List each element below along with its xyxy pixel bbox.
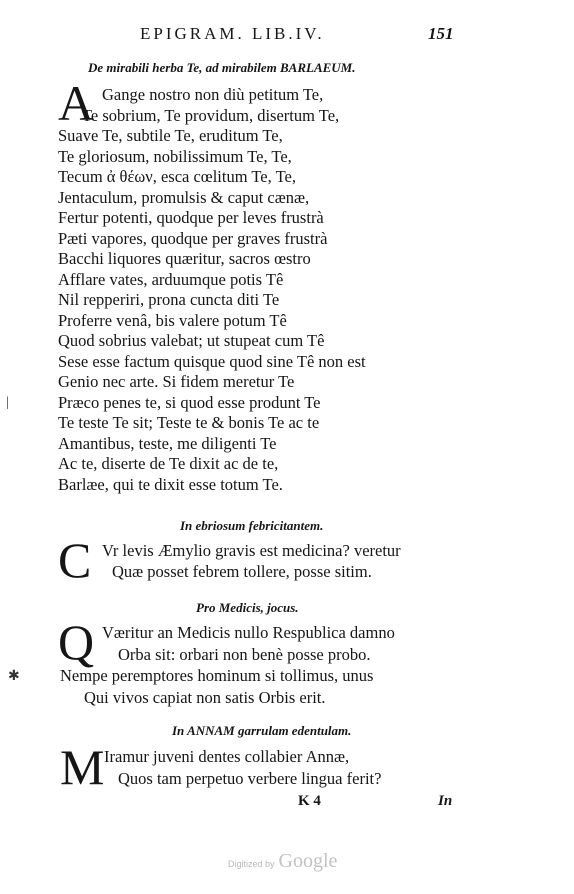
verse-line: Præco penes te, si quod esse produnt Te <box>58 392 321 412</box>
epigram-3-title: Pro Medicis, jocus. <box>196 600 299 615</box>
verse-line: Sese esse factum quisque quod sine Tê non est <box>58 351 366 371</box>
running-head: EPIGRAM. LIB.IV. <box>140 24 325 43</box>
verse-line: Nil repperiri, prona cuncta diti Te <box>58 290 280 309</box>
watermark-prefix: Digitized by <box>228 859 275 869</box>
verse-line: Quæ posset febrem tollere, posse sitim. <box>112 562 372 581</box>
epigram-1-dropcap: A <box>58 75 95 131</box>
verse-line: Amantibus, teste, me diligenti Te <box>58 433 277 453</box>
verse-line: Te teste Te sit; Teste te & bonis Te ac te <box>58 413 320 432</box>
verse-line: Vr levis Æmylio gravis est medicina? veretur <box>102 541 401 560</box>
verse-line: Barlæe, qui te dixit esse totum Te. <box>58 474 283 494</box>
epigram-3-dropcap: Q <box>58 614 95 670</box>
epigram-1-title: De mirabili herba Te, ad mirabilem BARLAEUM. <box>88 60 356 75</box>
signature-mark: K 4 <box>298 793 321 809</box>
catchword: In <box>438 793 453 809</box>
epigram-4-title: In ANNAM garrulam edentulam. <box>172 723 352 738</box>
verse-line: Afflare vates, arduumque potis Tê <box>58 269 284 289</box>
verse-line: Fertur potenti, quodque per leves frustrà <box>58 208 324 227</box>
verse-line: Genio nec arte. Si fidem meretur Te <box>58 372 295 391</box>
verse-line: Pæti vapores, quodque per graves frustrà <box>58 228 328 248</box>
verse-line: Quod sobrius valebat; ut stupeat cum Tê <box>58 331 325 350</box>
verse-line: Quos tam perpetuo verbere lingua ferit? <box>118 768 382 788</box>
verse-line: Orba sit: orbari non benè posse probo. <box>118 644 371 664</box>
epigram-4-dropcap: M <box>60 739 105 795</box>
verse-line: Gange nostro non diù petitum Te, <box>102 85 324 104</box>
verse-line: Iramur juveni dentes collabier Annæ, <box>104 747 350 766</box>
verse-line: Væritur an Medicis nullo Respublica damno <box>102 623 395 642</box>
epigram-2-title: In ebriosum febricitantem. <box>180 518 324 533</box>
epigram-2-dropcap: C <box>58 532 92 588</box>
verse-line: Suave Te, subtile Te, eruditum Te, <box>58 126 283 145</box>
margin-pointer-mark: ✱ <box>8 669 20 684</box>
verse-line: Tecum ἀ θέων, esca cœlitum Te, Te, <box>58 167 296 186</box>
watermark <box>228 850 337 873</box>
verse-line: Proferre venâ, bis valere potum Tê <box>58 310 287 330</box>
page-number: 151 <box>428 24 454 43</box>
verse-line: Qui vivos capiat non satis Orbis erit. <box>84 687 326 707</box>
verse-line: Ac te, diserte de Te dixit ac de te, <box>58 454 279 473</box>
verse-line: Bacchi liquores quæritur, sacros œstro <box>58 249 311 268</box>
verse-line: Te gloriosum, nobilissimum Te, Te, <box>58 146 292 166</box>
verse-line: Te sobrium, Te providum, disertum Te, <box>82 105 340 125</box>
watermark-brand: Google <box>278 850 338 872</box>
margin-bar-mark: | <box>6 395 9 410</box>
verse-line: Jentaculum, promulsis & caput cænæ, <box>58 187 310 207</box>
verse-line: Nempe peremptores hominum si tollimus, unus <box>60 666 374 685</box>
